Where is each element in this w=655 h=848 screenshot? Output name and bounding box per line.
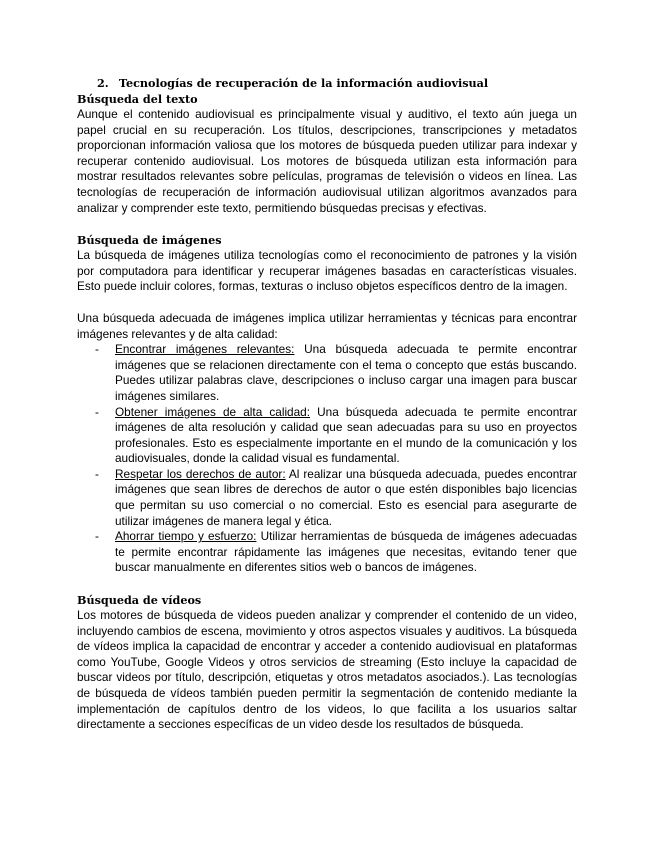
bullet-dash: - <box>95 342 99 357</box>
paragraph-text-search: Aunque el contenido audiovisual es principalmente visual y auditivo, el texto aún juega un papel crucial en su recuperación. Los títulos, descripciones, transcripciones y metadatos proporcionan información valiosa que los motores de búsqueda pueden utilizar para indexar y recuperar contenido audiovisual. Los motores de búsqueda utilizan esta información para mostrar resultados relevantes sobre películas, programas de televisión o videos en línea. Las tecnologías de recuperación de información audiovisual utilizan algoritmos avanzados para analizar y comprender este texto, permitiendo búsquedas precisas y efectivas. <box>77 107 577 215</box>
bullet-item <box>77 405 577 467</box>
spacer <box>77 216 577 232</box>
bullet-text: Una búsqueda adecuada te permite encontrar imágenes de alta resolución y calidad que sean adecuadas para su uso en proyectos profesionales. Esto es especialmente importante en el mundo de la comunicación y los audiovisuales, donde la calidad visual es fundamental. <box>115 404 577 466</box>
bullet-text: Una búsqueda adecuada te permite encontrar imágenes que se relacionen directamente con el tema o concepto que estás buscando. Puedes utilizar palabras clave, descripciones o incluso cargar una imagen para buscar imágenes similares. <box>115 342 578 403</box>
bullet-item <box>77 342 577 404</box>
bullet-item <box>77 467 577 529</box>
section-heading <box>97 75 577 91</box>
spacer <box>77 295 577 311</box>
subheading-text-search: Búsqueda del texto <box>77 92 198 106</box>
bullet-dash: - <box>95 529 99 544</box>
bullet-dash: - <box>95 404 99 419</box>
subheading-image-search: Búsqueda de imágenes <box>77 233 222 248</box>
bullet-text: Utilizar herramientas de búsqueda de imágenes adecuadas te permite encontrar rápidamente las imágenes que necesitas, evitando tener que buscar manualmente en diferentes sitios web o bancos de imágenes. <box>115 529 577 575</box>
bullet-term: Obtener imágenes de alta calidad: <box>115 404 311 419</box>
bullet-term: Ahorrar tiempo y esfuerzo: <box>115 529 257 544</box>
section-title: Tecnologías de recuperación de la información audiovisual <box>118 76 489 90</box>
bullet-text: Al realizar una búsqueda adecuada, puedes encontrar imágenes que sean libres de derechos de autor o que estén disponibles bajo licencias que permitan su uso comercial o no comercial. Esto es esencial para asegurarte de utilizar imágenes de manera legal y ética. <box>115 466 577 528</box>
section-number: 2. <box>97 76 109 90</box>
paragraph-video-search: Los motores de búsqueda de videos pueden analizar y comprender el contenido de un video, incluyendo cambios de escena, movimiento y otros aspectos visuales y auditivos. La búsqueda de vídeos implica la capacidad de encontrar y acceder a contenido audiovisual en plataformas como YouTube, Google Videos y otros servicios de streaming (Esto incluye la capacidad de buscar videos por título, descripción, etiquetas y otros metadatos asociados.). Las tecnologías de búsqueda de vídeos también pueden permitir la segmentación de contenido mediante la implementación de capítulos dentro de los videos, lo que facilita a los usuarios saltar directamente a secciones específicas de un video desde los resultados de búsqueda. <box>77 608 577 732</box>
bullet-list <box>77 342 577 576</box>
bullet-dash: - <box>95 466 99 481</box>
bullet-term: Respetar los derechos de autor: <box>115 466 286 481</box>
paragraph-image-search-adequate: Una búsqueda adecuada de imágenes implica utilizar herramientas y técnicas para encontrar imágenes relevantes y de alta calidad: <box>77 310 577 341</box>
bullet-item <box>77 529 577 576</box>
bullet-term: Encontrar imágenes relevantes: <box>115 342 295 357</box>
spacer <box>77 576 577 592</box>
paragraph-image-search-intro: La búsqueda de imágenes utiliza tecnologías como el reconocimiento de patrones y la visión por computadora para identificar y recuperar imágenes basadas en características visuales. Esto puede incluir colores, formas, texturas o incluso objetos específicos dentro de la imagen. <box>77 248 577 294</box>
subheading-video-search: Búsqueda de vídeos <box>77 593 202 608</box>
document-page <box>77 75 577 733</box>
